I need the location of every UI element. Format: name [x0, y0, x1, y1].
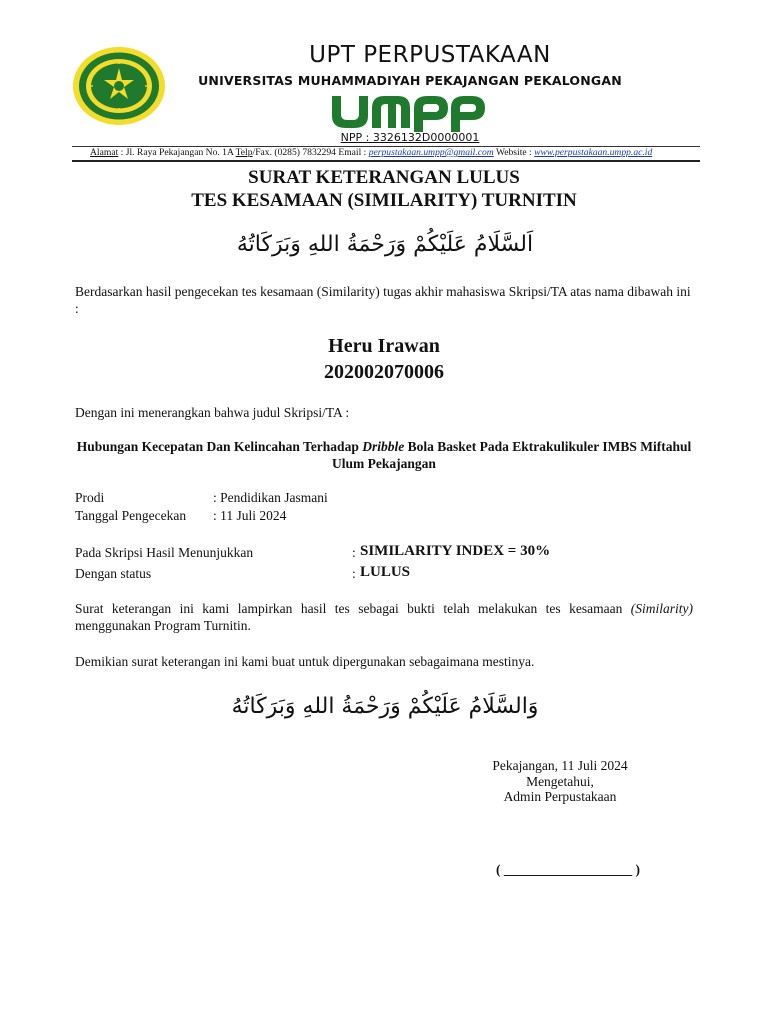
address-label: Alamat [90, 147, 119, 158]
signature-role: Admin Perpustakaan [503, 789, 617, 804]
university-seal-logo [72, 46, 166, 126]
result-colon: : [352, 545, 356, 560]
umpp-brand-logo [330, 92, 490, 132]
status-colon: : [352, 566, 356, 581]
university-name: UNIVERSITAS MUHAMMADIYAH PEKAJANGAN PEKALONGAN [198, 73, 622, 88]
attachment-paragraph [75, 600, 693, 634]
student-id: 202002070006 [324, 361, 444, 383]
npp-number: NPP : 3326132D0000001 [340, 131, 480, 144]
institution-title: UPT PERPUSTAKAAN [309, 42, 551, 68]
date-label: Tanggal Pengecekan [75, 508, 187, 523]
opening-greeting: اَلسَّلَامُ عَلَيْكُمْ وَرَحْمَةُ اللهِ وَبَرَكَاتُهُ [236, 232, 534, 257]
thesis-title-italic: Dribble [362, 439, 405, 454]
intro-paragraph: Berdasarkan hasil pengecekan tes kesamaan (Similarity) tugas akhir mahasiswa Skripsi/TA atas nama dibawah ini : [75, 284, 691, 316]
address-text: : Jl. Raya Pekajangan No. 1A [120, 147, 234, 158]
header-rule-thick [72, 160, 700, 162]
date-value: : 11 Juli 2024 [213, 508, 287, 523]
telp-label: Telp [235, 147, 253, 158]
thesis-title [75, 438, 693, 472]
attachment-part2: menggunakan Program Turnitin. [75, 618, 251, 633]
document-title-line1: SURAT KETERANGAN LULUS [248, 167, 520, 188]
signature-acknowledged: Mengetahui, [526, 774, 594, 789]
closing-greeting: وَالسَّلَامُ عَلَيْكُمْ وَرَحْمَةُ اللهِ وَبَرَكَاتُهُ [231, 694, 539, 719]
result-label: Pada Skripsi Hasil Menunjukkan [75, 545, 254, 560]
website-link[interactable]: www.perpustakaan.umpp.ac.id [534, 147, 653, 158]
attachment-italic: (Similarity) [630, 601, 693, 616]
attachment-part1: Surat keterangan ini kami lampirkan hasil tes sebagai bukti telah melakukan tes kesamaan [75, 601, 631, 616]
telp-text: /Fax. (0285) 7832294 Email : [252, 147, 367, 158]
closing-paragraph: Demikian surat keterangan ini kami buat untuk dipergunakan sebagaimana mestinya. [75, 654, 535, 669]
signature-place-date: Pekajangan, 11 Juli 2024 [492, 758, 628, 773]
email-link[interactable]: perpustakaan.umpp@gmail.com [368, 147, 494, 158]
student-name: Heru Irawan [328, 335, 440, 357]
website-label: Website : [495, 147, 532, 158]
prodi-value: : Pendidikan Jasmani [213, 490, 328, 505]
status-label: Dengan status [75, 566, 152, 581]
similarity-index-value: SIMILARITY INDEX = 30% [360, 543, 551, 559]
document-title-line2: TES KESAMAAN (SIMILARITY) TURNITIN [191, 190, 577, 211]
thesis-title-part1: Hubungan Kecepatan Dan Kelincahan Terhadap [76, 439, 363, 454]
status-value: LULUS [360, 564, 411, 580]
thesis-title-part2: Bola Basket Pada Ektrakulikuler IMBS Miftahul Ulum Pekajangan [332, 439, 692, 471]
address-line [90, 147, 700, 158]
signature-blank-line: ( ___________________ ) [496, 862, 640, 877]
prodi-label: Prodi [75, 490, 105, 505]
statement-paragraph: Dengan ini menerangkan bahwa judul Skripsi/TA : [75, 405, 350, 420]
